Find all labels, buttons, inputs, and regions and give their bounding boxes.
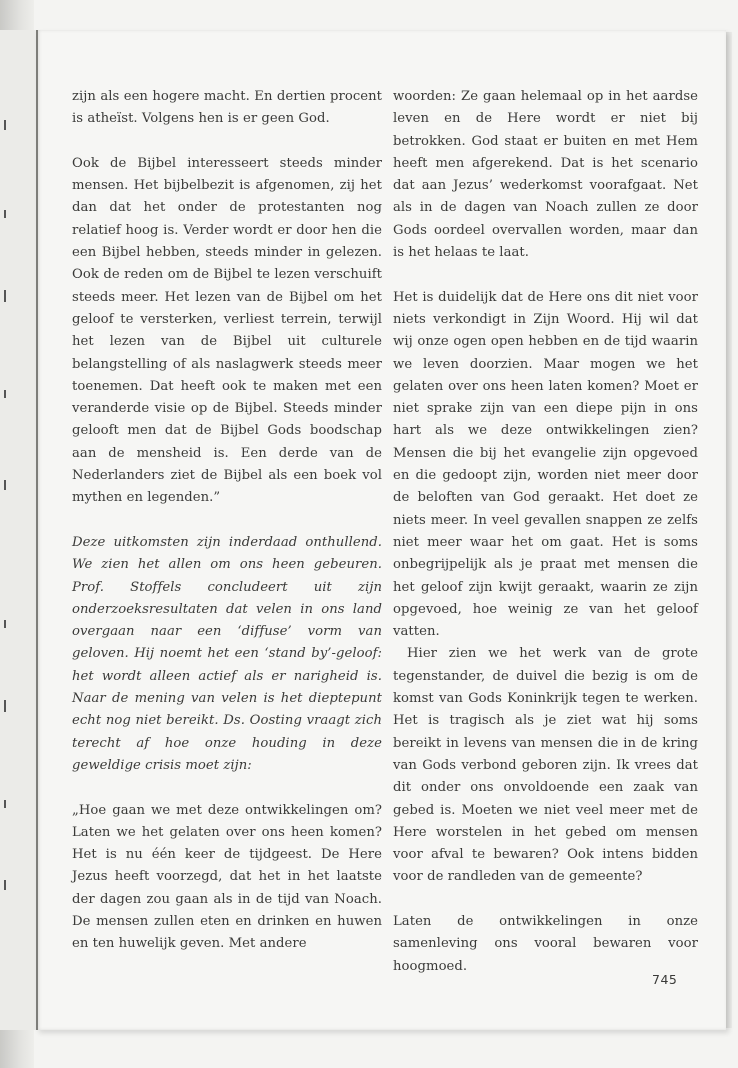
paragraph-italic: Deze uitkomsten zijn inderdaad onthullend. We zien het allen om ons heen gebeuren. Prof. Stoffels concludeert uit zijn onderzoeksresultaten dat velen in ons land overgaan naar een ‘diffuse’ vorm van geloven. Hij noemt het een ‘stand by’-geloof: het wordt alleen actief als er narigheid is. Naar de mening van velen is het dieptepunt echt nog niet bereikt. Ds. Oosting vraagt zich terecht af hoe onze houding in deze geweldige crisis moet zijn: (72, 534, 382, 773)
margin-marks (4, 60, 14, 960)
left-column (72, 86, 382, 956)
paragraph: „Hoe gaan we met deze ontwikkelingen om? Laten we het gelaten over ons heen komen? Het is nu één keer de tijdgeest. De Here Jezus heeft voorzegd, dat het in het laatste der dagen zou gaan als in de tijd van Noach. De mensen zullen eten en drinken en huwen en ten huwelijk geven. Met andere (72, 802, 382, 952)
paragraph: Hier zien we het werk van de grote tegenstander, de duivel die bezig is om de komst van Gods Koninkrijk tegen te werken. Het is tragisch als je ziet wat hij soms bereikt in levens van mensen die in de kring van Gods verbond geboren zijn. Ik vrees dat dit onder ons onvoldoende een zaak van gebed is. Moeten we niet veel meer met de Here worstelen in het gebed om mensen voor afval te bewaren? Ook intens bidden voor de randleden van de gemeente? (393, 646, 698, 885)
paragraph: Het is duidelijk dat de Here ons dit niet voor niets verkondigt in Zijn Woord. Hij wil dat wij onze ogen open hebben en de tijd waarin we leven doorzien. Maar mogen we het gelaten over ons heen laten komen? Moet er niet sprake zijn van een diepe pijn in ons hart als we deze ontwikkelingen zien? Mensen die bij het evangelie zijn opgevoed en die gedoopt zijn, worden niet meer door de beloften van God geraakt. Het doet ze niets meer. In veel gevallen snappen ze zelfs niet meer waar het om gaat. Het is soms onbegrijpelijk als je praat met mensen die het geloof zijn kwijt geraakt, waarin ze zijn opgevoed, hoe weinig ze van het geloof vatten. (393, 289, 698, 640)
paragraph: Ook de Bijbel interesseert steeds minder mensen. Het bijbelbezit is afgenomen, zij het dan dat het onder de protestanten nog relatief hoog is. Verder wordt er door hen die een Bijbel hebben, steeds minder in gelezen. Ook de reden om de Bijbel te lezen verschuift steeds meer. Het lezen van de Bijbel om het geloof te versterken, verliest terrein, terwijl het lezen van de Bijbel uit culturele belangstelling of als naslagwerk steeds meer toenemen. Dat heeft ook te maken met een veranderde visie op de Bijbel. Steeds minder gelooft men dat de Bijbel Gods boodschap aan de mensheid is. Een derde van de Nederlanders ziet de Bijbel als een boek vol mythen en legenden.” (72, 155, 382, 506)
page-number: 745 (652, 972, 678, 987)
paragraph: Laten de ontwikkelingen in onze samenleving ons vooral bewaren voor hoogmoed. (393, 913, 698, 974)
paragraph: woorden: Ze gaan helemaal op in het aardse leven en de Here wordt er niet bij betrokken. God staat er buiten en met Hem heeft men afgerekend. Dat is het scenario dat aan Jezus’ wederkomst voorafgaat. Net als in de dagen van Noach zullen ze door Gods oordeel overvallen worden, maar dan is het helaas te laat. (393, 89, 698, 261)
paragraph: zijn als een hogere macht. En dertien procent is atheïst. Volgens hen is er geen God. (72, 89, 382, 127)
right-column (393, 86, 698, 978)
